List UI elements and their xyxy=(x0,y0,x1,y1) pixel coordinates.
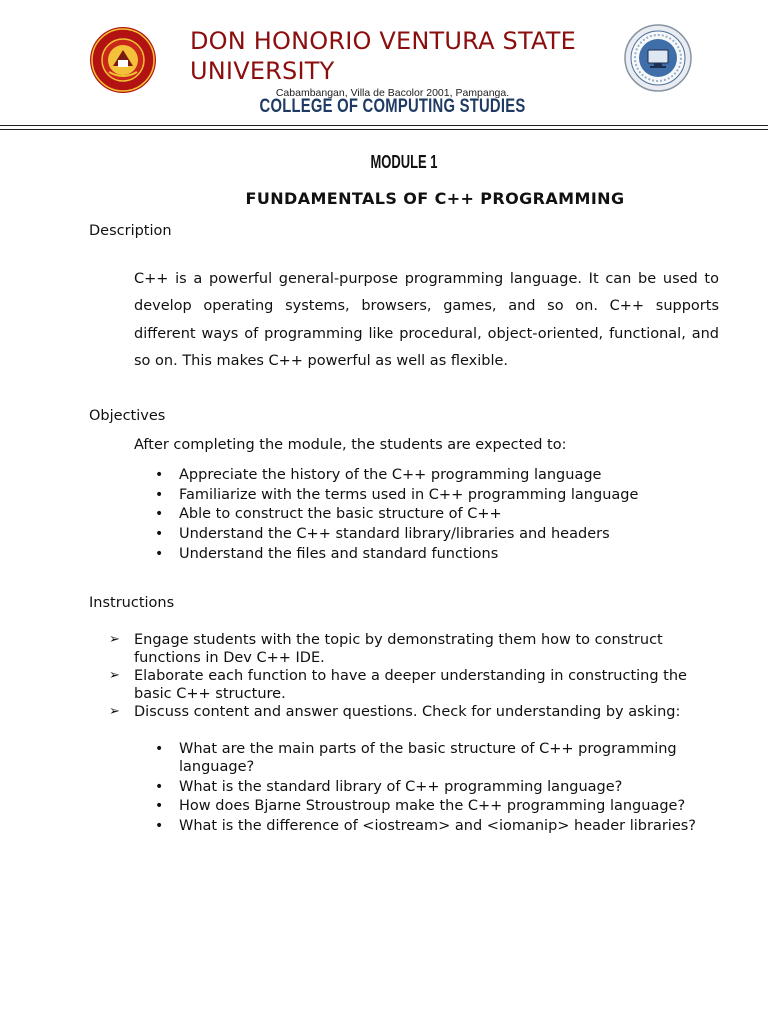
arrow-bullet-icon: ➢ xyxy=(109,704,120,719)
objective-item: • Able to construct the basic structure of C++ xyxy=(134,505,734,525)
bullet-icon: • xyxy=(155,467,164,483)
bullet-icon: • xyxy=(155,545,164,562)
objective-item: • Understand the files and standard functions xyxy=(134,545,734,565)
instruction-item: ➢ Elaborate each function to have a deeper understanding in constructing the basic C++ structure. xyxy=(109,668,687,702)
arrow-bullet-icon: ➢ xyxy=(109,668,120,683)
header-divider-thick xyxy=(0,125,768,126)
question-item: • What is the difference of <iostream> and <iomanip> header libraries? xyxy=(155,817,697,834)
bullet-icon: • xyxy=(155,778,164,795)
bullet-icon: • xyxy=(155,526,164,543)
university-address: Cabambangan, Villa de Bacolor 2001, Pampanga. xyxy=(275,87,510,99)
header-divider-thin xyxy=(0,129,768,130)
objectives-heading: Objectives xyxy=(89,408,166,424)
objectives-list xyxy=(134,466,734,564)
question-item: • What is the standard library of C++ programming language? xyxy=(155,778,623,795)
arrow-bullet-icon: ➢ xyxy=(109,632,120,647)
college-name: COLLEGE OF COMPUTING STUDIES xyxy=(259,96,526,117)
bullet-icon: • xyxy=(155,798,164,814)
question-item: • What are the main parts of the basic structure of C++ programming language? xyxy=(155,741,677,775)
module-label: MODULE 1 xyxy=(370,152,438,172)
objective-item: • Understand the C++ standard library/libraries and headers xyxy=(134,525,734,545)
bullet-icon: • xyxy=(155,506,164,523)
college-seal-logo xyxy=(624,24,692,92)
objective-item: • Familiarize with the terms used in C++ programming language xyxy=(134,486,734,506)
bullet-icon: • xyxy=(155,486,164,503)
instructions-heading: Instructions xyxy=(89,595,175,611)
instructions-list xyxy=(109,631,709,721)
question-item: • How does Bjarne Stroustroup make the C++ programming language? xyxy=(155,798,686,814)
objective-item: • Appreciate the history of the C++ programming language xyxy=(134,466,734,486)
university-name: DON HONORIO VENTURA STATE UNIVERSITY xyxy=(190,27,576,85)
objectives-intro: After completing the module, the students are expected to: xyxy=(134,437,567,453)
questions-list xyxy=(134,740,734,836)
instruction-item: ➢ Discuss content and answer questions. Check for understanding by asking: xyxy=(109,704,681,720)
bullet-icon: • xyxy=(155,817,164,834)
university-seal-logo xyxy=(89,26,157,94)
instruction-item: ➢ Engage students with the topic by demonstrating them how to construct functions in Dev C++ IDE. xyxy=(109,632,663,666)
description-body: C++ is a powerful general-purpose programming language. It can be used to develop operating systems, browsers, games, and so on. C++ supports different ways of programming like procedural, object-oriented, functional, and so on. This makes C++ powerful as well as flexible. xyxy=(134,271,719,369)
module-title: FUNDAMENTALS OF C++ PROGRAMMING xyxy=(245,189,625,208)
bullet-icon: • xyxy=(155,741,164,757)
description-heading: Description xyxy=(89,223,172,239)
